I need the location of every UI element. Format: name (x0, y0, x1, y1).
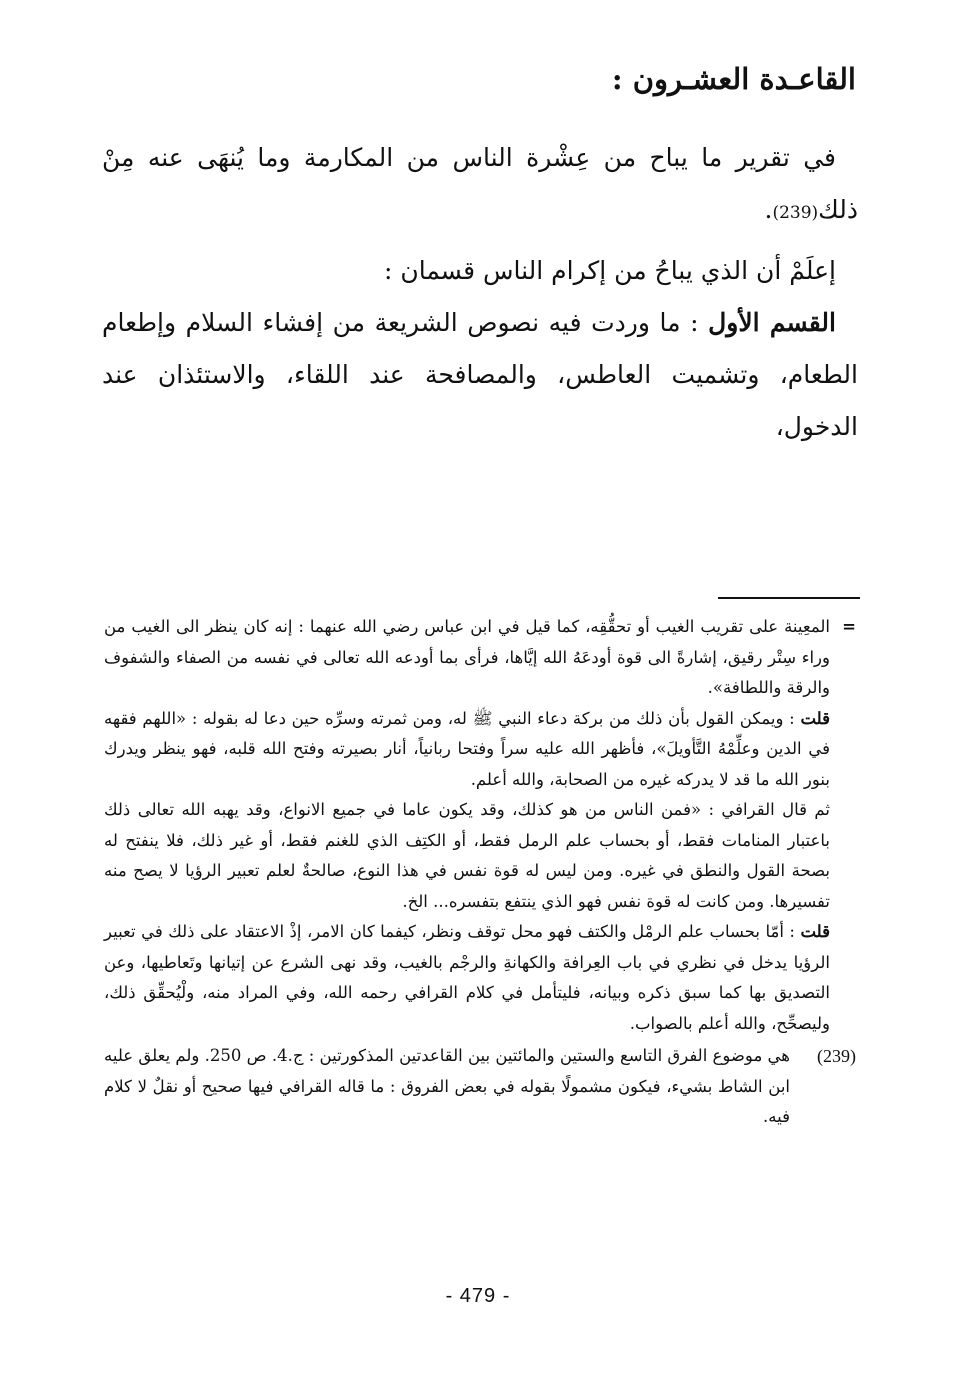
footnote-239-text: هي موضوع الفرق التاسع والستين والمائتين بين القاعدتين المذكورتين : ج.4. ص 250. ولم يعلق عليه ابن الشاط بشيء، فيكون مشمولًا بقوله في بعض الفروق : ما قاله القرافي فيها صحيح أو نقلٌ لا كلام فيه. (104, 1046, 790, 1126)
first-section-paragraph (102, 297, 858, 453)
footnote-ref-239[interactable]: (239) (772, 203, 819, 223)
first-section-lead: القسم الأول (708, 308, 836, 337)
main-text (102, 132, 858, 453)
qult-2-lead: قلت (800, 922, 830, 941)
footnote-qarafi-quote: ثم قال القرافي : «فمن الناس من هو كذلك، وقد يكون عاما في جميع الانواع، وقد يهبه الله تعالى ذلك باعتبار المنامات فقط، أو بحساب علم الرمل فقط، أو الكتِف الذي للغنم فقط، أو غير ذلك، فلا ينفتح له بصحة القول والنطق في غيره. ومن ليس له قوة نفس في هذا النوع، صالحةٌ لعلم تعبير الرؤيا لا يصح منه تفسيرها. ومن كانت له قوة نفس فهو الذي ينتفع بتفسره... الخ. (104, 800, 830, 911)
page-number: - 479 - (445, 1285, 511, 1307)
footnotes-area (104, 612, 856, 1133)
footnote-continuation-block (104, 612, 856, 1039)
footnote-continuation: المعِينة على تقريب الغيب أو تحقُّقِه، كما قيل في ابن عباس رضي الله عنهما : إنه كان ينظر الى الغيب من وراء سِتْر رقيق، إشارةً الى قوة أودعَهُ الله إيَّاها، فرأى بما أودعه الله تعالى في نفسه من الصفاء والشفوف والرقة واللطافة». (104, 617, 830, 697)
intro-paragraph (102, 132, 858, 239)
intro-text: في تقرير ما يباح من عِشْرة الناس من المكارمة وما يُنهَى عنه مِنْ ذلك (102, 143, 858, 224)
know-paragraph: إعلَمْ أن الذي يباحُ من إكرام الناس قسمان : (383, 256, 836, 285)
footnote-239 (104, 1041, 856, 1133)
intro-end: . (764, 195, 773, 224)
footnote-239-number: (239) (817, 1046, 856, 1066)
footnote-separator (718, 597, 860, 599)
qult-2-text: : أمّا بحساب علم الرمْل والكتف فهو محل توقف ونظر، كيفما كان الامر، إذْ الاعتقاد على ذلك في تعبير الرؤيا يدخل في نظري في باب العِرافة والكهانةِ والرجْم بالغيب، وقد نهى الشرع عن إتيانها وتَعاطيها، وعن التصديق بها كما سبق ذكره وبيانه، فليتأمل في كلام القرافي رحمه الله، وفي المراد منه، ولْيُحقِّق ذلك، وليصحِّح، والله أعلم بالصواب. (104, 922, 830, 1033)
qult-1-lead: قلت (800, 708, 830, 728)
rule-heading: القاعـدة العشـرون : (611, 62, 856, 96)
qult-1-text: : ويمكن القول بأن ذلك من بركة دعاء النبي ﷺ له، ومن ثمرته وسرِّه حين دعا له بقوله : «اللهم فقهه في الدين وعلِّمْهُ التَّأويلَ»، فأظهر الله عليه سراً وفتحا ربانياً، أنار بصيرته وفتح الله قلبه، فهو ينظر ويدرك بنور الله ما قد لا يدركه غيره من الصحابة، والله أعلم. (104, 708, 830, 789)
footnote-qult-2 (104, 917, 830, 1039)
footnote-qult-1 (104, 704, 830, 796)
first-section-text: : ما وردت فيه نصوص الشريعة من إفشاء السلام وإطعام الطعام، وتشميت العاطس، والمصافحة عند اللقاء، والاستئذان عند الدخول، (102, 308, 858, 441)
continuation-marker: = (842, 617, 856, 636)
